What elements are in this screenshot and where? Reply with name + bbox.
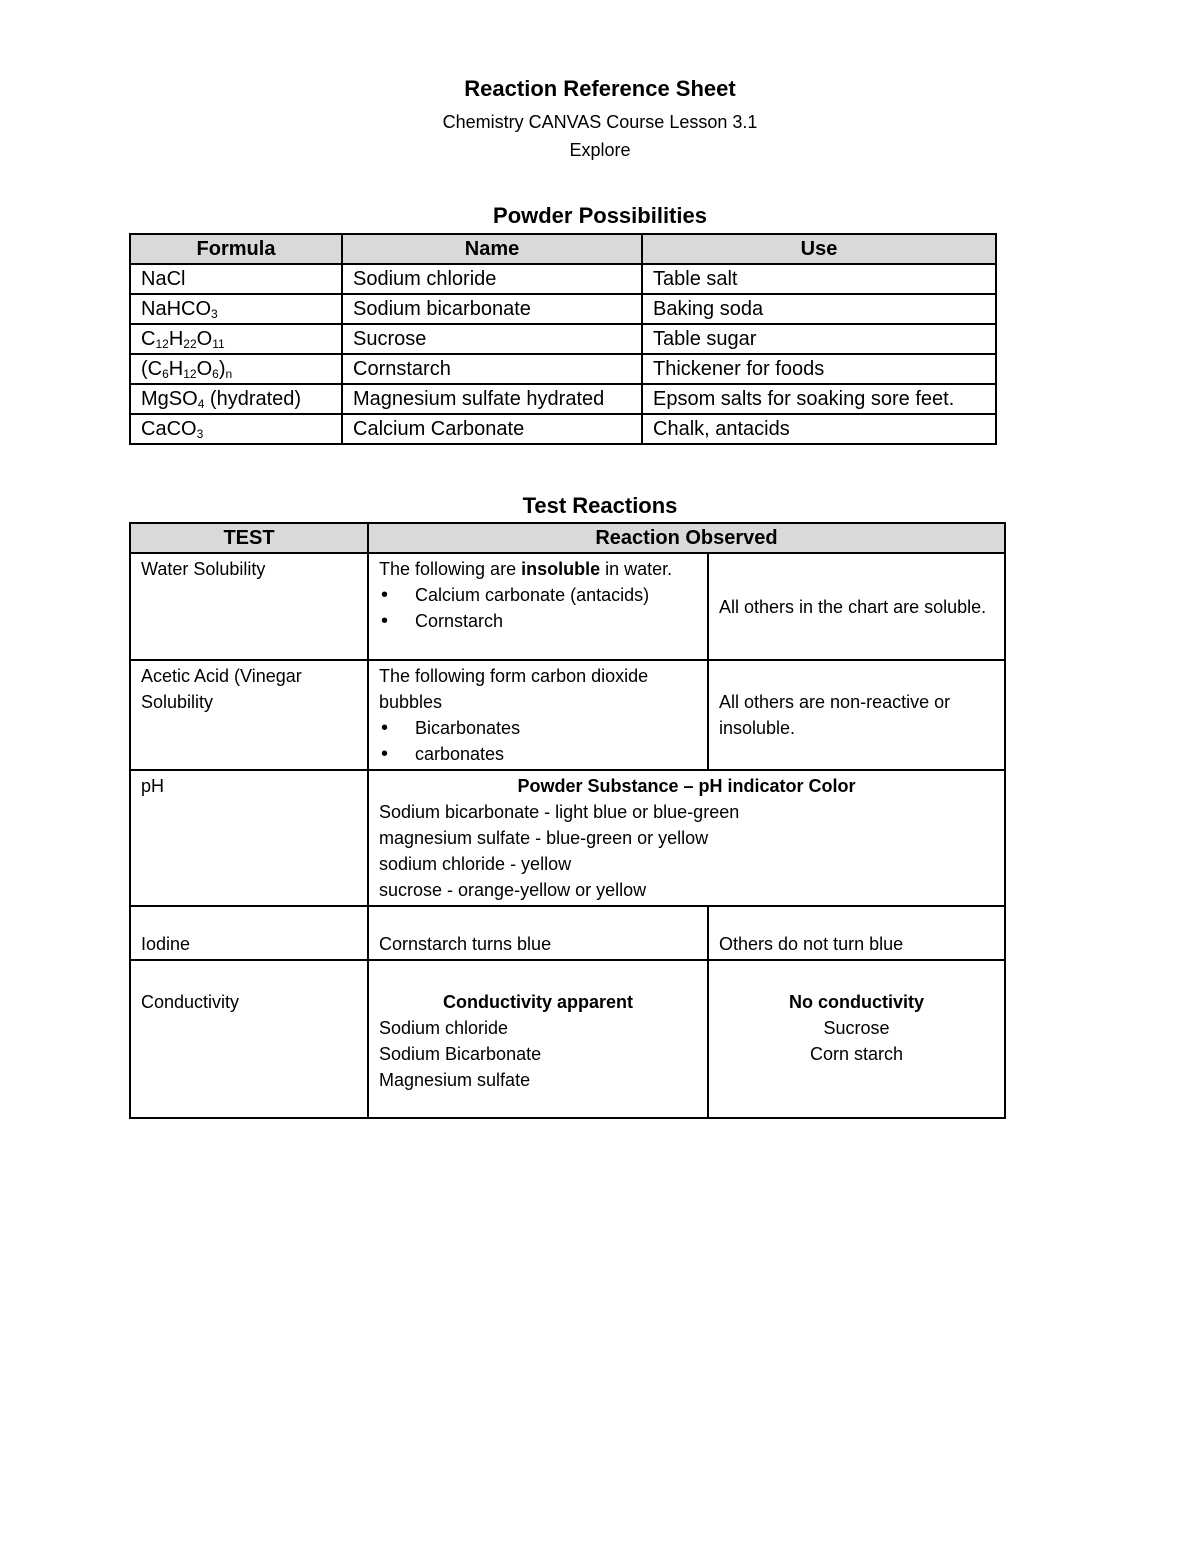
use-cell: Epsom salts for soaking sore feet.: [642, 384, 996, 414]
table-row: [130, 384, 996, 414]
page-subtitle: Chemistry CANVAS Course Lesson 3.1: [442, 112, 758, 132]
test-name-cell: pH: [130, 770, 368, 906]
table-row: [130, 294, 996, 324]
ph-line: sodium chloride - yellow: [379, 854, 572, 874]
intro-emphasis: insoluble: [521, 559, 601, 579]
reaction-cell: [368, 660, 708, 770]
powder-heading: Powder Possibilities: [493, 203, 707, 228]
use-cell: Chalk, antacids: [642, 414, 996, 444]
list-item: Corn starch: [809, 1044, 904, 1064]
table-row: [130, 770, 1005, 906]
table-row: [130, 553, 1005, 660]
ph-line: magnesium sulfate - blue-green or yellow: [379, 828, 709, 848]
table-row: [130, 660, 1005, 770]
ph-heading: Powder Substance – pH indicator Color: [517, 776, 856, 796]
note-cell: All others in the chart are soluble.: [708, 553, 1005, 660]
formula-cell: [130, 294, 342, 324]
use-cell: Thickener for foods: [642, 354, 996, 384]
name-cell: Sodium chloride: [342, 264, 642, 294]
table-row: [130, 906, 1005, 960]
formula-cell: [130, 384, 342, 414]
formula-text: NaHCO$_3$: [141, 297, 218, 321]
reaction-cell: Cornstarch turns blue: [368, 906, 708, 960]
name-cell: Calcium Carbonate: [342, 414, 642, 444]
table-row: [130, 354, 996, 384]
page-title: Reaction Reference Sheet: [464, 76, 736, 101]
table-header-row: [130, 523, 1005, 553]
formula-cell: [130, 264, 342, 294]
list-item: • Bicarbonates: [379, 715, 697, 741]
table-row: [130, 414, 996, 444]
note-cell: [708, 960, 1005, 1118]
intro-text: The following are: [379, 559, 522, 579]
formula-text: $(C_6H_{12}O_6)_n$: [141, 357, 233, 381]
list-item: Sodium Bicarbonate: [379, 1044, 542, 1064]
bullet-list: [379, 582, 697, 634]
conductivity-no-heading: No conductivity: [789, 992, 925, 1012]
name-cell: Cornstarch: [342, 354, 642, 384]
formula-cell: [130, 414, 342, 444]
list-item: Sucrose: [823, 1018, 890, 1038]
powder-table: [129, 233, 997, 445]
ph-line: sucrose - orange-yellow or yellow: [379, 880, 647, 900]
formula-cell: [130, 324, 342, 354]
reaction-cell: [368, 553, 708, 660]
section-label: Explore: [569, 140, 631, 160]
table-row: [130, 264, 996, 294]
list-item: • carbonates: [379, 741, 697, 767]
test-name-cell: Acetic Acid (Vinegar Solubility: [130, 660, 368, 770]
list-item: Sodium chloride: [379, 1018, 509, 1038]
reaction-intro: [379, 556, 697, 582]
use-cell: Table sugar: [642, 324, 996, 354]
formula-text: $C_{12}H_{22}O_{11}$: [141, 327, 225, 351]
test-name-cell: Water Solubility: [130, 553, 368, 660]
test-name-cell: Iodine: [130, 906, 368, 960]
list-item: • Calcium carbonate (antacids): [379, 582, 697, 608]
formula-text: CaCO$_3$: [141, 417, 204, 441]
formula-text: NaCl: [141, 267, 186, 290]
table-row: [130, 960, 1005, 1118]
name-cell: Sucrose: [342, 324, 642, 354]
table-header-row: [130, 234, 996, 264]
conductivity-yes-heading: Conductivity apparent: [442, 992, 634, 1012]
name-cell: Magnesium sulfate hydrated: [342, 384, 642, 414]
column-header-name: Name: [342, 234, 642, 264]
table-row: [130, 324, 996, 354]
formula-cell: [130, 354, 342, 384]
note-cell: Others do not turn blue: [708, 906, 1005, 960]
column-header-use: Use: [642, 234, 996, 264]
column-header-test: TEST: [130, 523, 368, 553]
intro-text: in water.: [600, 559, 673, 579]
reaction-cell: [368, 960, 708, 1118]
list-item: Magnesium sulfate: [379, 1070, 531, 1090]
tests-heading: Test Reactions: [522, 493, 678, 518]
use-cell: Table salt: [642, 264, 996, 294]
ph-line: Sodium bicarbonate - light blue or blue-green: [379, 802, 740, 822]
tests-table: [129, 522, 1006, 1119]
test-name-cell: Conductivity: [130, 960, 368, 1118]
note-cell: All others are non-reactive or insoluble.: [708, 660, 1005, 770]
reaction-cell: [368, 770, 1005, 906]
column-header-formula: Formula: [130, 234, 342, 264]
bullet-list: [379, 715, 697, 767]
list-item: • Cornstarch: [379, 608, 697, 634]
formula-text: MgSO$_4$ (hydrated): [141, 387, 302, 411]
use-cell: Baking soda: [642, 294, 996, 324]
column-header-reaction: Reaction Observed: [368, 523, 1005, 553]
name-cell: Sodium bicarbonate: [342, 294, 642, 324]
reaction-intro: The following form carbon dioxide bubbles: [379, 666, 649, 712]
